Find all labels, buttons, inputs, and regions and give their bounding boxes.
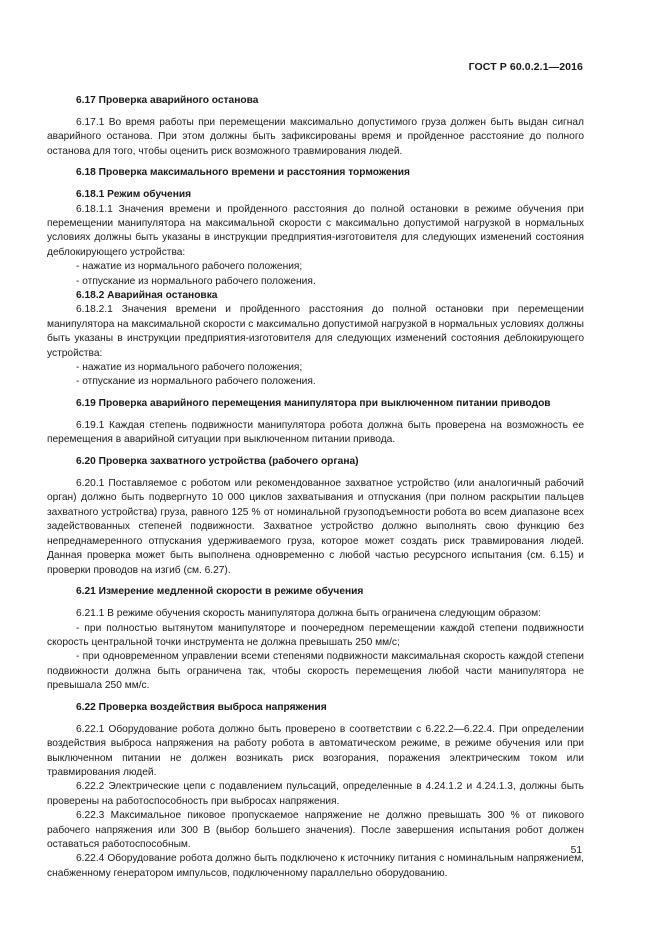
document-body	[47, 94, 584, 881]
page-number: 51	[570, 845, 582, 856]
paragraph: 6.21.1 В режиме обучения скорость манипулятора должна быть ограничена следующим образом:	[76, 608, 541, 620]
section-heading: 6.20 Проверка захватного устройства (рабочего органа)	[76, 456, 359, 468]
paragraph: 6.22.2 Электрические цепи с подавлением пульсаций, определенные в 4.24.1.2 и 4.24.1.3, должны быть проверены на работоспособность при выбросах напряжения.	[47, 781, 584, 807]
document-code-header: ГОСТ Р 60.0.2.1—2016	[468, 61, 583, 73]
subsection-heading: 6.18.2 Аварийная остановка	[76, 290, 218, 302]
list-item: - отпускание из нормального рабочего положения.	[76, 275, 316, 287]
section-heading: 6.19 Проверка аварийного перемещения манипулятора при выключенном питании приводов	[76, 398, 551, 410]
paragraph: 6.22.3 Максимальное пиковое пропускаемое напряжение не должно превышать 300 % от пикового рабочего напряжения или 300 В (выбор большего значения). После завершения испытания робот должен оставаться работоспособным.	[47, 810, 584, 850]
list-item: - при одновременном управлении всеми степенями подвижности максимальная скорость каждой степени подвижности должна быть ограничена так, чтобы скорость перемещения любой части манипулятора не превышала 250 мм/с.	[47, 651, 584, 692]
section-heading: 6.17 Проверка аварийного останова	[76, 95, 259, 106]
paragraph: 6.18.2.1 Значения времени и пройденного расстояния до полной остановки при перемещении манипулятора на максимальной скорости с максимально допустимой нагрузкой в нормальных условиях должны быть указаны в инструкции предприятия-изготовителя для следующих изменений состояния деблокирующего устройства:	[47, 304, 584, 359]
paragraph: 6.20.1 Поставляемое с роботом или рекомендованное захватное устройство (или аналогичный рабочий орган) должно быть подвергнуто 10 000 циклов захватывания и отпускания (при полном раскрытии пальцев захватного устройства) груза, равного 125 % от номинальной грузоподъемности робота во всем диапазоне всех задействованных степеней подвижности. Захватное устройство должно выполнять свою функцию без непреднамеренного отпускания удерживаемого груза, которое может создать риск травмирования людей. Данная проверка может быть выполнена одновременно с любой частью ресурсного испытания (см. 6.15) и проверки проводов на изгиб (см. 6.27).	[47, 478, 584, 576]
list-item: - нажатие из нормального рабочего положения;	[76, 261, 303, 273]
list-item: - нажатие из нормального рабочего положения;	[76, 362, 303, 374]
list-item: - отпускание из нормального рабочего положения.	[76, 376, 316, 388]
paragraph: 6.18.1.1 Значения времени и пройденного расстояния до полной остановки в режиме обучения при перемещении манипулятора на максимальной скорости с максимально допустимой нагрузкой в нормальных условиях должны быть указаны в инструкции предприятия-изготовителя для следующих изменений состояния деблокирующего устройства:	[47, 203, 584, 258]
paragraph: 6.17.1 Во время работы при перемещении максимально допустимого груза должен быть выдан сигнал аварийного останова. При этом должны быть зафиксированы время и пройденное расстояние до полного останова для того, чтобы оценить риск возможного травмирования людей.	[47, 116, 584, 157]
paragraph: 6.19.1 Каждая степень подвижности манипулятора робота должна быть проверена на возможность ее перемещения в аварийной ситуации при выключенном питании привода.	[47, 420, 584, 446]
section-heading: 6.22 Проверка воздействия выброса напряжения	[76, 701, 327, 713]
paragraph: 6.22.1 Оборудование робота должно быть проверено в соответствии с 6.22.2—6.22.4. При определении воздействия выброса напряжения на работу робота в автоматическом режиме, в режиме обучения или при выключенном питании не должен возникать риск возгорания, поражения электрическим током или травмирования людей.	[47, 723, 584, 778]
subsection-heading: 6.18.1 Режим обучения	[76, 189, 192, 201]
section-heading: 6.21 Измерение медленной скорости в режиме обучения	[76, 586, 364, 598]
paragraph: 6.22.4 Оборудование робота должно быть подключено к источнику питания с номинальным напряжением, снабженному генератором импульсов, подключенному параллельно оборудованию.	[47, 853, 584, 879]
list-item: - при полностью вытянутом манипуляторе и поочередном перемещении каждой степени подвижности скорость центральной точки инструмента не должна превышать 250 мм/с;	[47, 622, 584, 648]
section-heading: 6.18 Проверка максимального времени и расстояния торможения	[76, 167, 410, 179]
